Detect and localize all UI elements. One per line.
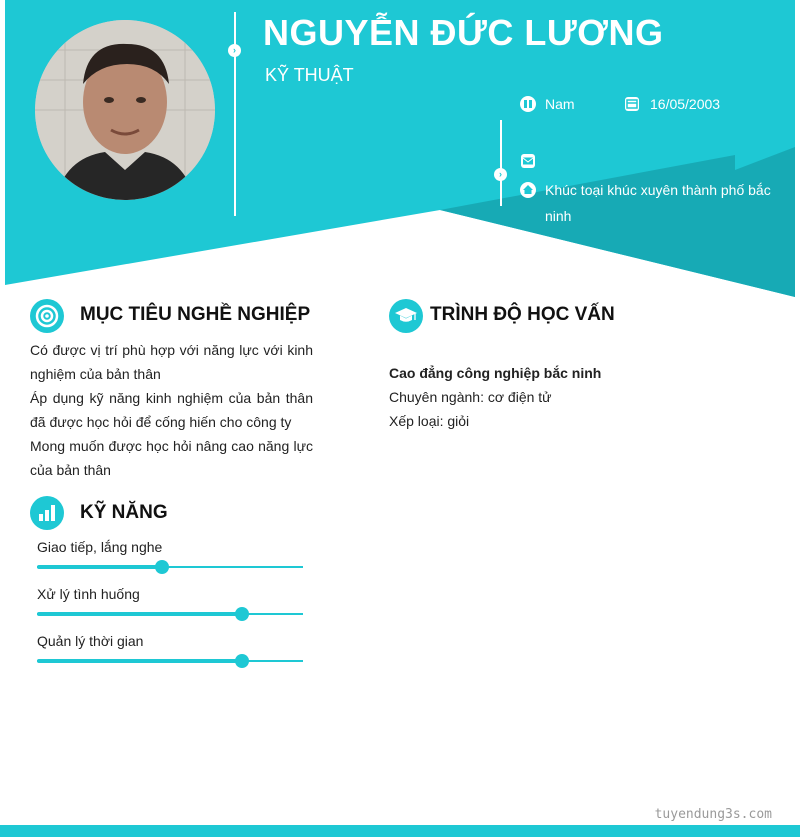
bar-chart-icon — [30, 496, 64, 530]
chevron-right-icon: › — [494, 168, 507, 181]
watermark: tuyendung3s.com — [654, 807, 772, 822]
address-value: Khúc toại khúc xuyên thành phố bắc ninh — [545, 182, 771, 224]
gender-icon — [520, 96, 536, 112]
candidate-name: NGUYỄN ĐỨC LƯƠNG — [263, 12, 664, 53]
skills-title: KỸ NĂNG — [80, 502, 168, 523]
footer-bar — [0, 825, 800, 837]
skill-label: Xử lý tình huống — [37, 586, 140, 602]
skill-bar-fill — [37, 659, 242, 663]
skill-bar-fill — [37, 565, 162, 569]
grade: Xếp loại: giỏi — [389, 413, 470, 429]
skill-bar-knob — [235, 654, 249, 668]
skill-bar-knob — [235, 607, 249, 621]
skill-bar — [37, 660, 303, 662]
career-objective-text — [30, 338, 313, 482]
birthdate-value: 16/05/2003 — [650, 96, 721, 112]
job-title: KỸ THUẬT — [265, 65, 354, 85]
home-icon — [520, 182, 536, 198]
objective-line: Áp dụng kỹ năng kinh nghiệm của bản thân đã được học hỏi để cống hiến cho công ty — [30, 390, 313, 430]
education-title: TRÌNH ĐỘ HỌC VẤN — [430, 304, 615, 325]
header-divider-line — [234, 12, 236, 216]
skill-bar — [37, 566, 303, 568]
career-objective-title: MỤC TIÊU NGHỀ NGHIỆP — [80, 304, 311, 325]
skill-bar-fill — [37, 612, 242, 616]
calendar-icon — [625, 97, 639, 111]
school-name: Cao đẳng công nghiệp bắc ninh — [389, 365, 602, 381]
skill-bar-knob — [155, 560, 169, 574]
gender-value: Nam — [545, 96, 575, 112]
contact-divider-line — [500, 120, 502, 206]
objective-line: Có được vị trí phù hợp với năng lực với kinh nghiệm của bản thân — [30, 342, 313, 382]
skill-bar — [37, 613, 303, 615]
envelope-icon — [521, 154, 535, 168]
skill-label: Giao tiếp, lắng nghe — [37, 539, 163, 555]
graduation-cap-icon — [389, 299, 423, 333]
objective-line: Mong muốn được học hỏi nâng cao năng lực của bản thân — [30, 438, 313, 478]
avatar — [35, 20, 215, 200]
skill-label: Quản lý thời gian — [37, 633, 144, 649]
target-icon — [30, 299, 64, 333]
profile-photo — [35, 20, 215, 200]
major: Chuyên ngành: cơ điện tử — [389, 389, 552, 405]
chevron-right-icon: › — [228, 44, 241, 57]
